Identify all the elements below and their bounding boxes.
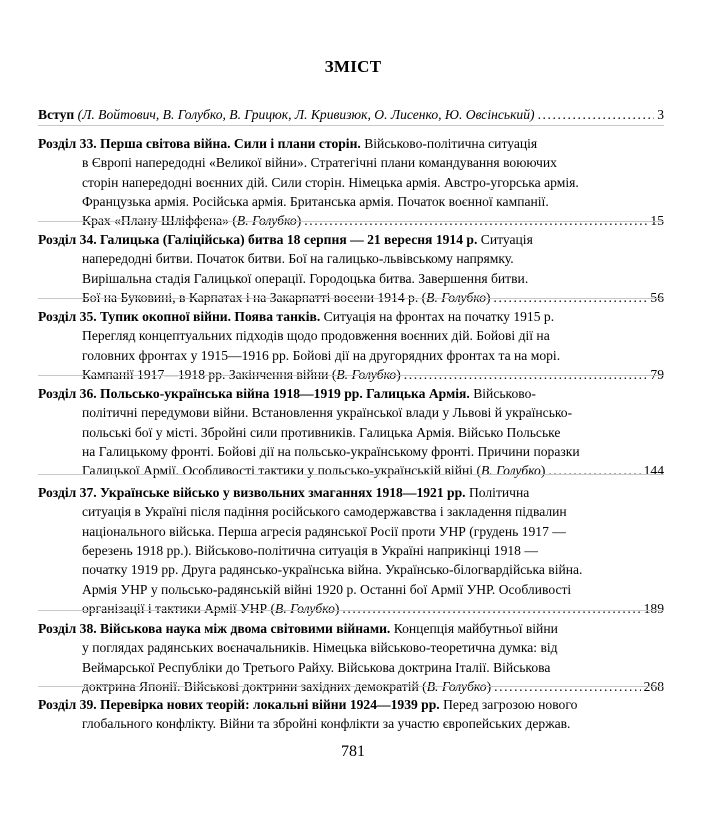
toc-line-text: [82, 444, 580, 459]
toc-line: [38, 307, 664, 326]
toc-line-text: [82, 348, 560, 363]
toc-page-number: 56: [650, 289, 664, 305]
toc-line: [82, 580, 664, 599]
toc-line-text: [82, 562, 582, 577]
author-name: В. Голубко: [336, 366, 397, 382]
toc-page-number: 189: [643, 600, 664, 616]
toc-line-text: [38, 386, 536, 401]
toc-line: [38, 134, 664, 153]
entry-divider: [38, 610, 664, 611]
toc-line-text: Кампанії 1917—1918 рр. Закінчення війни (В. Голубко): [82, 366, 401, 382]
entry-divider: [38, 221, 664, 222]
toc-line: [82, 423, 664, 442]
toc-description: Ситуація: [480, 232, 533, 247]
toc-line: [82, 173, 664, 192]
toc-description: польські бої у місті. Збройні сили противників. Галицька Армія. Військо Польське: [82, 424, 561, 440]
toc-description: доктрина Японії. Військові доктрини західних демократій: [82, 678, 419, 694]
toc-line: [82, 599, 664, 618]
toc-line: [82, 192, 664, 211]
toc-line: [38, 384, 664, 403]
toc-page-number: 15: [650, 213, 664, 229]
toc-description: національного війська. Перша агресія радянської Росії проти УНР (грудень 1917 —: [82, 523, 566, 539]
toc-description: Бої на Буковині, в Карпатах і на Закарпатті восени 1914 р.: [82, 289, 419, 305]
toc-line-text: [82, 271, 528, 286]
toc-description: Ситуація на фронтах на початку 1915 р.: [323, 309, 555, 324]
toc-description: Армія УНР у польсько-радянській війні 1920 р. Останні бої Армії УНР. Особливості: [82, 581, 572, 597]
toc-line: [38, 483, 664, 502]
toc-line-text: Бої на Буковині, в Карпатах і на Закарпатті восени 1914 р. (В. Голубко): [82, 289, 491, 305]
toc-line-text: Галицької Армії. Особливості тактики у польсько-українській війні (В. Голубко): [82, 463, 546, 479]
toc-description: у поглядах радянських воєначальників. Німецька військово-теоретична думка: від: [82, 640, 558, 656]
entry-divider: [38, 375, 664, 376]
toc-line-text: [82, 524, 566, 539]
author-name: В. Голубко: [236, 213, 297, 229]
toc-line: [82, 638, 664, 657]
toc-line-text: [82, 251, 514, 266]
toc-page-number: 79: [650, 366, 664, 382]
section-heading: Розділ 33. Перша світова війна. Сили і плани сторін.: [38, 136, 361, 151]
toc-description: Перегляд концептуальних підходів щодо продовження воєнних дій. Бойові дії на: [82, 328, 550, 344]
entry-divider: [38, 298, 664, 299]
toc-line: [82, 346, 664, 365]
toc-line-text: [82, 504, 567, 519]
toc-line-text: [82, 425, 560, 440]
toc-line: [82, 502, 664, 521]
toc-line: [82, 326, 664, 345]
toc-description: Крах «Плану Шліффена»: [82, 213, 229, 229]
toc-line: [82, 461, 664, 480]
toc-line: [82, 249, 664, 268]
toc-line: [82, 658, 664, 677]
toc-description: Концепція майбутньої війни: [393, 621, 558, 636]
toc-line: [82, 522, 664, 541]
section-heading: Розділ 39. Перевірка нових теорій: локальні війни 1924—1939 рр.: [38, 697, 440, 712]
toc-line-text: [38, 309, 554, 324]
toc-description: Галицької Армії. Особливості тактики у польсько-українській війні: [82, 463, 474, 479]
toc-page-number: 3: [657, 107, 664, 122]
dot-leader: [538, 105, 655, 124]
toc-description: напередодні битви. Початок битви. Бої на галицько-львівському напрямку.: [82, 251, 514, 267]
toc-line: [82, 541, 664, 560]
toc-description: (Л. Войтович, В. Голубко, В. Грицюк, Л. Кривизюк, О. Лисенко, Ю. Овсінський): [77, 107, 535, 122]
toc-description: березень 1918 рр.). Військово-політична ситуація в Україні наприкінці 1918 —: [82, 542, 538, 558]
dot-leader: [342, 599, 640, 618]
toc-line-text: [82, 328, 550, 343]
toc-line-text: Крах «Плану Шліффена» (В. Голубко): [82, 213, 302, 229]
toc-description: головних фронтах у 1915—1916 рр. Бойові дії на другорядних фронтах та на морі.: [82, 347, 561, 363]
toc-line-text: [38, 105, 535, 124]
toc-line-text: організації і тактики Армії УНР (В. Голубко): [82, 600, 340, 616]
toc-line-text: [38, 232, 533, 247]
toc-page-number: 268: [643, 678, 664, 694]
section-heading: Розділ 36. Польсько-українська війна 1918—1919 рр. Галицька Армія.: [38, 386, 470, 401]
toc-line: [82, 442, 664, 461]
toc-line-text: [82, 660, 550, 675]
toc-line-text: [38, 621, 558, 636]
toc-description: Військово-політична ситуація: [364, 136, 538, 151]
toc-line: [38, 105, 664, 124]
toc-line-text: доктрина Японії. Військові доктрини західних демократій (В. Голубко): [82, 678, 492, 694]
author-name: В. Голубко: [426, 289, 487, 305]
dot-leader: [548, 461, 640, 480]
page-title: ЗМІСТ: [324, 57, 382, 76]
toc-line-text: [38, 485, 529, 500]
toc-line: [38, 619, 664, 638]
entry-divider: [38, 686, 664, 687]
section-heading: Розділ 35. Тупик окопної війни. Поява танків.: [38, 309, 321, 324]
toc-line-text: [82, 405, 572, 420]
entry-divider: [38, 474, 664, 475]
toc-page-number: 144: [643, 463, 664, 479]
toc-description: в Європі напередодні «Великої війни». Стратегічні плани командування воюючих: [82, 155, 557, 171]
toc-description: Французька армія. Російська армія. Британська армія. Початок воєнної кампанії.: [82, 193, 549, 209]
toc-line-text: [82, 640, 558, 655]
toc-line: [82, 403, 664, 422]
toc-line-text: [38, 136, 537, 151]
section-heading: Розділ 34. Галицька (Галіційська) битва 18 серпня — 21 вересня 1914 р.: [38, 232, 478, 247]
section-heading: Розділ 38. Військова наука між двома світовими війнами.: [38, 621, 391, 636]
toc-line-text: [82, 582, 571, 597]
toc-description: Політична: [468, 485, 530, 500]
toc-description: ситуація в Україні після падіння російського самодержавства і закладення підвалин: [82, 504, 567, 520]
toc-line: [82, 153, 664, 172]
toc-line: [82, 560, 664, 579]
author-name: В. Голубко: [275, 600, 335, 616]
toc-line: [38, 695, 664, 714]
toc-line-text: [82, 716, 570, 731]
toc-line-text: [82, 175, 579, 190]
toc-description: Військово-: [473, 386, 536, 401]
toc-line: [82, 714, 664, 733]
toc-description: організації і тактики Армії УНР: [82, 600, 268, 616]
toc-description: Вирішальна стадія Галицької операції. Городоцька битва. Завершення битви.: [82, 270, 529, 286]
toc-description: початку 1919 рр. Друга радянсько-українська війна. Українсько-білогвардійська війна.: [82, 562, 583, 578]
toc-line-text: [82, 194, 549, 209]
toc-line-text: [82, 155, 557, 170]
toc-description: сторін напередодні воєнних дій. Сили сторін. Німецька армія. Австро-угорська армія.: [82, 174, 579, 190]
entry-divider: [38, 125, 664, 126]
toc-line: [82, 269, 664, 288]
toc-description: Веймарської Республіки до Третього Райху. Військова доктрина Італії. Військова: [82, 659, 551, 675]
toc-line-text: [82, 543, 538, 558]
section-heading: Розділ 37. Українське військо у визвольних змаганнях 1918—1921 рр.: [38, 485, 466, 500]
toc-description: на Галицькому фронті. Бойові дії на польсько-українському фронті. Причини поразки: [82, 443, 580, 459]
author-name: В. Голубко: [426, 678, 487, 694]
page-number: 781: [341, 743, 365, 760]
toc-line: [38, 230, 664, 249]
toc-description: політичні передумови війни. Встановлення української влади у Львові й українсько-: [82, 405, 573, 421]
toc-line-text: [38, 697, 577, 712]
toc-description: Кампанії 1917—1918 рр. Закінчення війни: [82, 366, 329, 382]
author-name: В. Голубко: [480, 463, 541, 479]
toc-description: Перед загрозою нового: [443, 697, 578, 712]
toc-description: глобального конфлікту. Війни та збройні конфлікти за участю європейських держав.: [82, 716, 571, 732]
section-heading: Вступ: [38, 107, 75, 122]
